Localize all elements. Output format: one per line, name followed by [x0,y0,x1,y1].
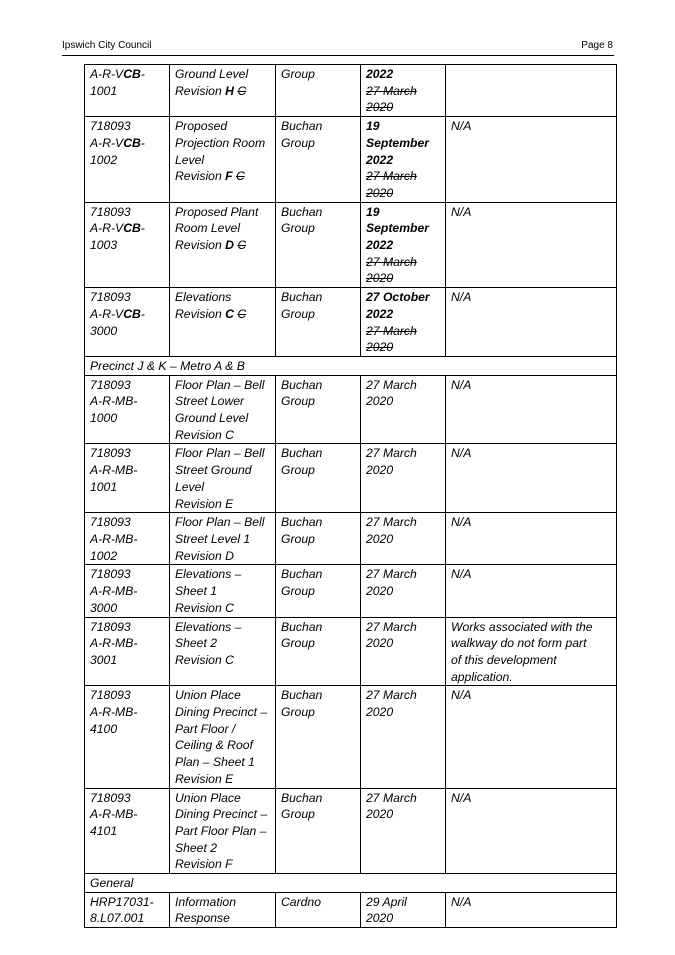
plan-number-cell: 718093 A-R-VCB- 3000 [85,288,170,357]
table-row [85,565,617,617]
drawn-by-cell: Buchan Group [276,202,361,288]
plan-title-cell: Union Place Dining Precinct – Part Floor Plan – Sheet 2 Revision F [170,788,276,874]
plan-number-cell: 718093 A-R-MB- 4101 [85,788,170,874]
plan-number-cell: 718093 A-R-MB- 3000 [85,565,170,617]
plan-title-cell: Elevations – Sheet 1 Revision C [170,565,276,617]
table-row [85,117,617,203]
plan-number-cell: 718093 A-R-MB- 1000 [85,375,170,444]
plan-number-cell: 718093 A-R-MB- 4100 [85,686,170,788]
plan-number-cell: HRP17031- 8.L07.001 [85,892,170,927]
table-row [85,444,617,513]
plan-title-cell: Elevations – Sheet 2 Revision C [170,617,276,686]
drawn-by-cell: Buchan Group [276,375,361,444]
plan-title-cell: Elevations Revision C C [170,288,276,357]
date-cell: 27 March 2020 [361,444,446,513]
drawn-by-cell: Buchan Group [276,288,361,357]
date-cell: 27 October 2022 27 March 2020 [361,288,446,357]
date-cell: 27 March 2020 [361,565,446,617]
drawn-by-cell: Buchan Group [276,617,361,686]
notes-cell: N/A [446,686,617,788]
header-council-name: Ipswich City Council [62,40,152,51]
date-cell: 27 March 2020 [361,375,446,444]
table-row [85,288,617,357]
plan-title-cell: Proposed Plant Room Level Revision D C [170,202,276,288]
drawn-by-cell: Group [276,65,361,117]
date-cell: 2022 27 March 2020 [361,65,446,117]
section-heading-general: General [85,874,617,893]
section-row [85,874,617,893]
table-row [85,375,617,444]
header-page-number: Page 8 [581,40,613,51]
date-cell: 19 September 2022 27 March 2020 [361,117,446,203]
notes-cell: N/A [446,788,617,874]
plan-title-cell: Floor Plan – Bell Street Level 1 Revision D [170,513,276,565]
date-cell: 27 March 2020 [361,686,446,788]
date-cell: 27 March 2020 [361,513,446,565]
table-row [85,788,617,874]
notes-cell: N/A [446,513,617,565]
plan-number-cell: 718093 A-R-VCB- 1002 [85,117,170,203]
plan-title-cell: Union Place Dining Precinct – Part Floor / Ceiling & Roof Plan – Sheet 1 Revision E [170,686,276,788]
drawn-by-cell: Buchan Group [276,444,361,513]
notes-cell: N/A [446,117,617,203]
notes-cell: N/A [446,892,617,927]
plan-number-cell: 718093 A-R-MB- 3001 [85,617,170,686]
drawn-by-cell: Buchan Group [276,565,361,617]
table-row [85,617,617,686]
section-heading-precinct: Precinct J & K – Metro A & B [85,356,617,375]
date-cell: 29 April 2020 [361,892,446,927]
date-cell: 27 March 2020 [361,617,446,686]
plan-title-cell: Ground Level Revision H C [170,65,276,117]
table-row [85,513,617,565]
table-row [85,65,617,117]
drawn-by-cell: Buchan Group [276,686,361,788]
table-row [85,892,617,927]
drawn-by-cell: Cardno [276,892,361,927]
notes-cell: N/A [446,202,617,288]
plans-table [84,64,617,928]
plan-title-cell: Floor Plan – Bell Street Lower Ground Level Revision C [170,375,276,444]
header-rule [62,55,614,56]
section-row [85,356,617,375]
notes-cell: N/A [446,565,617,617]
page-header [62,40,613,54]
plan-number-cell: 718093 A-R-VCB- 1003 [85,202,170,288]
plan-title-cell: Information Response [170,892,276,927]
notes-cell: Works associated with the walkway do not form part of this development application. [446,617,617,686]
plan-number-cell: 718093 A-R-MB- 1001 [85,444,170,513]
drawn-by-cell: Buchan Group [276,117,361,203]
plan-number-cell: A-R-VCB- 1001 [85,65,170,117]
drawn-by-cell: Buchan Group [276,513,361,565]
notes-cell [446,65,617,117]
table-row [85,202,617,288]
plan-title-cell: Proposed Projection Room Level Revision F C [170,117,276,203]
plan-title-cell: Floor Plan – Bell Street Ground Level Revision E [170,444,276,513]
notes-cell: N/A [446,375,617,444]
table-row [85,686,617,788]
date-cell: 19 September 2022 27 March 2020 [361,202,446,288]
date-cell: 27 March 2020 [361,788,446,874]
notes-cell: N/A [446,444,617,513]
notes-cell: N/A [446,288,617,357]
plan-number-cell: 718093 A-R-MB- 1002 [85,513,170,565]
drawn-by-cell: Buchan Group [276,788,361,874]
